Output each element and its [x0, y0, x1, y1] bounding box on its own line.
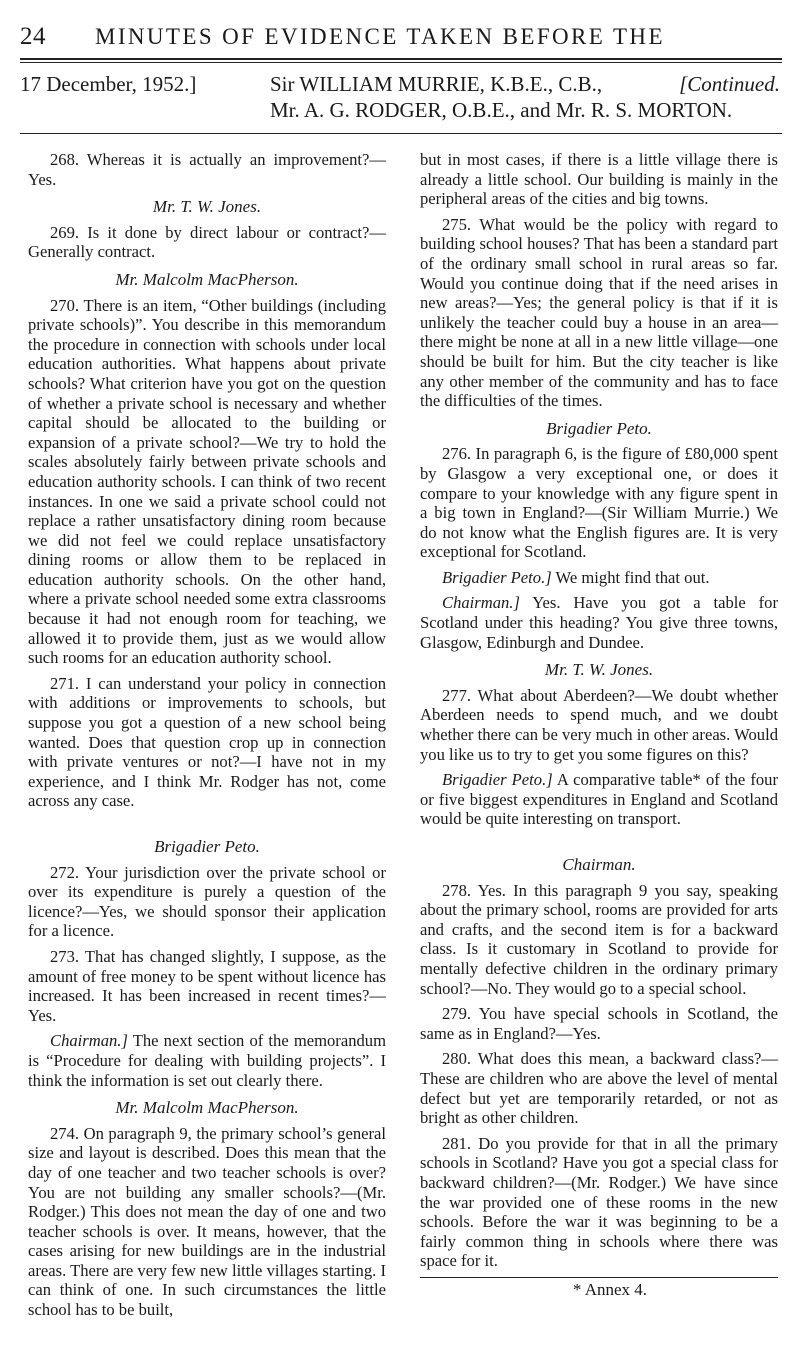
running-header	[20, 18, 780, 56]
peto-label: Brigadier Peto.]	[442, 567, 552, 587]
witnesses-line-2: Mr. A. G. RODGER, O.B.E., and Mr. R. S. MORTON.	[270, 98, 733, 122]
footnote-rule	[420, 1277, 778, 1278]
speaker-heading: Chairman.	[562, 855, 636, 874]
continued-marker: [Continued.	[679, 72, 780, 96]
chairman-text: The next section of the memorandum is “Procedure for dealing with building projects”. I think the information is set out clearly there.	[28, 1031, 386, 1090]
speaker-heading: Mr. Malcolm MacPherson.	[115, 1098, 299, 1118]
speaker-heading: Mr. Malcolm MacPherson.	[115, 269, 299, 289]
question-270: 270. There is an item, “Other buildings (including private schools)”. You describe in this memorandum the procedure in connection with schools under local education authorities. What happens about private schools? What criterion have you got on the question of whether a private school is necessary and whether capital should be allocated to the building or expansion of a private school?—We try to hold the scales absolutely fairly between private schools and education authority schools. I can think of two recent instances. In one we said a private school could not replace a rather unsatisfactory dining room because we did not feel we could replace unsatisfactory dining rooms or allow them to be replaced in education authority schools. On the other hand, where a private school needed some extra classrooms because it had not enough room for teaching, we allowed it to provide them, just as we would allow such rooms for an education authority school.	[28, 295, 386, 668]
witnesses-line-1: Sir WILLIAM MURRIE, K.B.E., C.B.,	[270, 72, 603, 96]
header-rule-thin	[20, 62, 782, 63]
peto-text: We might find that out.	[551, 567, 710, 587]
speaker-heading: Mr. T. W. Jones.	[152, 197, 262, 217]
peto-remark-2	[420, 770, 778, 829]
speaker-heading: Brigadier Peto.	[546, 418, 652, 438]
left-column	[28, 150, 386, 1326]
peto-text: A comparative table* of the four or five biggest expenditures in England and Scotland would be quite interesting on transport.	[420, 770, 778, 829]
question-276: 276. In paragraph 6, is the figure of £80,000 spent by Glasgow a very exceptional one, or does it compare to your knowledge with any figure spent in a big town in England?—(Sir William Murrie.) We do not know what the English figures are. It is very exceptional for Scotland.	[420, 444, 778, 562]
question-278: 278. Yes. In this paragraph 9 you say, speaking about the primary school, rooms are provided for arts and crafts, and the second item is for a backward class. Is it customary in Scotland to provide for mentally defective children in the ordinary primary school?—No. They would go to a special school.	[420, 880, 778, 998]
chairman-label: Chairman.]	[442, 593, 520, 613]
question-280: 280. What does this mean, a backward class?—These are children who are above the level of mental defect but yet are temporarily retarded, or not as bright as other children.	[420, 1049, 778, 1128]
question-281: 281. Do you provide for that in all the primary schools in Scotland? Have you got a special class for backward children?—(Mr. Rodger.) We have since the war provided one of these rooms in the new schools. Before the war it was beginning to be a fairly common thing in schools where there was space for it.	[420, 1133, 778, 1271]
question-274: 274. On paragraph 9, the primary school’s general size and layout is described. Does this mean that the day of one teacher and two teacher schools is over? You are not building any smaller schools?—(Mr. Rodger.) This does not mean the day of one and two teacher schools is over. It means, however, that the cases arising for new buildings are in the industrial areas. There are very few new little villages starting. I can think of one. In such circumstances the little school has to be built,	[28, 1123, 386, 1320]
header-rule	[20, 58, 782, 60]
question-272: 272. Your jurisdiction over the private school or over its expenditure is purely a question of the licence?—Yes, we should sponsor their application for a licence.	[28, 862, 386, 941]
speaker-heading: Mr. T. W. Jones.	[544, 660, 654, 680]
question-275: 275. What would be the policy with regard to building school houses? That has been a standard part of the ordinary small school in rural areas so far. Would you continue doing that if the need arises in new areas?—Yes; the general policy is that if it is unlikely the teacher could buy a house in an area—there might be none at all in a new little village—one should be built for him. But the city teacher is like any other member of the community and has to face the difficulties of the times.	[420, 214, 778, 411]
chairman-remark	[420, 593, 778, 652]
right-column	[420, 150, 778, 1305]
session-date: 17 December, 1952.]	[20, 72, 197, 96]
question-268: 268. Whereas it is actually an improvement?—Yes.	[28, 150, 386, 189]
chairman-text: Yes. Have you got a table for Scotland under this heading? You give three towns, Glasgow, Edinburgh and Dundee.	[420, 593, 778, 652]
footnote: * Annex 4.	[572, 1279, 648, 1299]
session-line	[20, 72, 780, 97]
question-279: 279. You have special schools in Scotland, the same as in England?—Yes.	[420, 1004, 778, 1043]
chairman-label: Chairman.]	[50, 1031, 128, 1051]
question-273: 273. That has changed slightly, I suppose, as the amount of free money to be spent without licence has increased. It has been increased in recent times?—Yes.	[28, 946, 386, 1025]
running-title: MINUTES OF EVIDENCE TAKEN BEFORE THE	[95, 24, 665, 49]
continued-answer: but in most cases, if there is a little village there is already a little school. Our building is mainly in the peripheral areas of the cities and big towns.	[420, 150, 778, 209]
chairman-remark	[28, 1031, 386, 1090]
page-number: 24	[20, 23, 46, 50]
question-271: 271. I can understand your policy in connection with additions or improvements to schools, but suppose you got a question of a new school being wanted. Does that question crop up in connection with private ventures or not?—I have not in my experience, and I think Mr. Rodger has not, come across any case.	[28, 673, 386, 811]
peto-label: Brigadier Peto.]	[442, 770, 553, 790]
question-269: 269. Is it done by direct labour or contract?—Generally contract.	[28, 222, 386, 262]
peto-remark	[420, 568, 778, 588]
speaker-heading: Brigadier Peto.	[154, 837, 260, 856]
section-rule	[20, 133, 782, 134]
question-277: 277. What about Aberdeen?—We doubt whether Aberdeen needs to spend much, and we doubt whether there can be very much in other areas. Would you like us to try to get you some figures on this?	[420, 685, 778, 764]
